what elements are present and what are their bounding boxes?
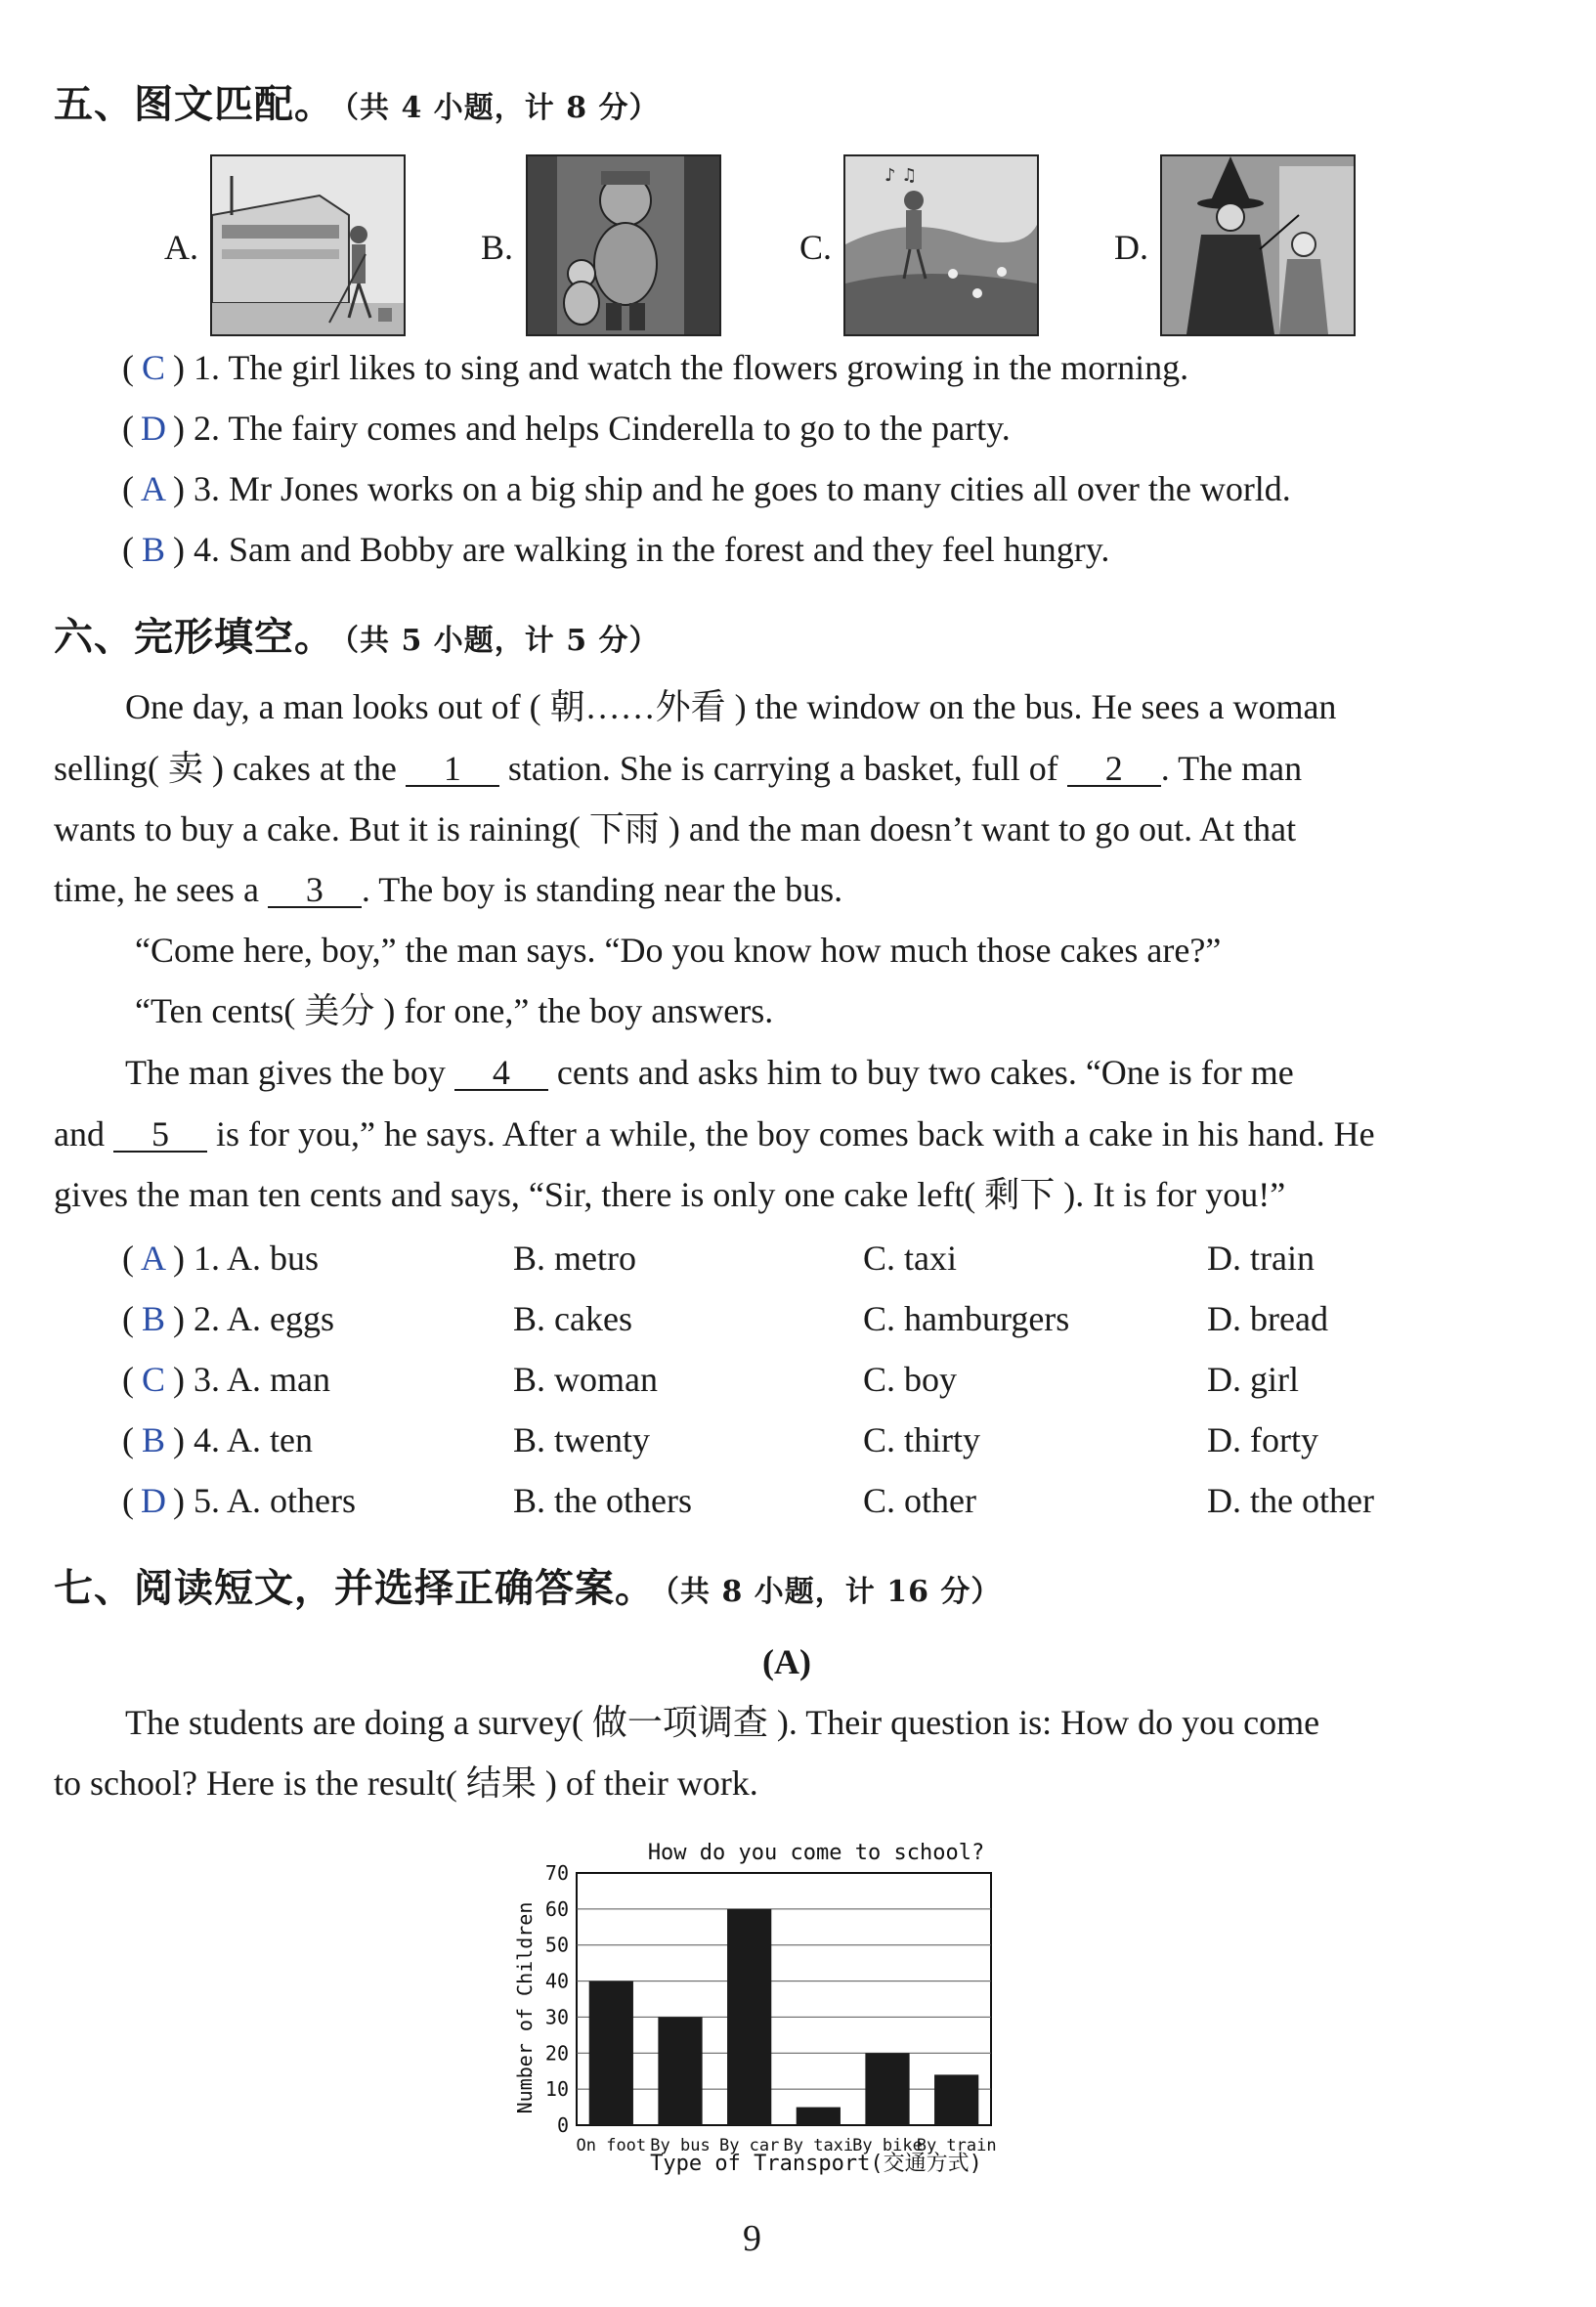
x-tick-label: On foot	[576, 2136, 647, 2155]
y-tick-label: 50	[544, 1933, 569, 1957]
passage-text: cents and asks him to buy two cakes. “One is for me	[547, 1053, 1294, 1092]
section5-item-2	[122, 409, 1011, 448]
option-d: D. the other	[1207, 1481, 1374, 1520]
option-a: 3. A. man	[194, 1360, 330, 1399]
picture-label-d: D.	[1114, 228, 1148, 267]
paren: )	[173, 409, 185, 448]
picture-label-c: C.	[799, 228, 833, 267]
y-tick-label: 30	[544, 2005, 569, 2029]
section5-item-1	[122, 348, 1188, 387]
paren: (	[122, 1360, 134, 1399]
item-text: 4. Sam and Bobby are walking in the forest and they feel hungry.	[194, 530, 1110, 569]
bar-by-bus	[658, 2017, 702, 2125]
bar-by-car	[727, 1909, 771, 2125]
option-c: C. taxi	[863, 1239, 957, 1278]
cloze-q3-stem	[122, 1359, 330, 1400]
svg-text:♪ ♫: ♪ ♫	[884, 165, 918, 186]
passage-line-1: One day, a man looks out of ( 朝……外看 ) the window on the bus. He sees a woman	[125, 687, 1337, 726]
answer-mark: C	[141, 1360, 165, 1399]
section7-points: （共 8 小题，计 16 分）	[665, 1575, 1002, 1609]
page-number: 9	[743, 2218, 761, 2259]
passage-text: selling( 卖 ) cakes at the	[54, 749, 406, 788]
paren: )	[173, 469, 185, 508]
section5-heading	[54, 73, 660, 129]
picture-b-forest	[526, 154, 721, 336]
answer-mark: B	[141, 1420, 165, 1459]
x-tick-label: By bike	[852, 2136, 923, 2155]
section5-points: （共 4 小题，计 8 分）	[344, 91, 660, 125]
answer-mark: B	[141, 530, 165, 569]
option-c: C. thirty	[863, 1420, 981, 1459]
cloze-q5-stem	[122, 1480, 356, 1521]
bar-by-taxi	[797, 2108, 841, 2125]
passage-text: station. She is carrying a basket, full of	[498, 749, 1067, 788]
blank-5: 5	[113, 1117, 207, 1153]
paren: )	[173, 1360, 185, 1399]
blank-3: 3	[268, 873, 362, 908]
passage-line-6: “Ten cents( 美分 ) for one,” the boy answers.	[135, 991, 774, 1030]
cloze-q2-stem	[122, 1298, 334, 1339]
passage-line-2	[54, 749, 1302, 788]
x-tick-label: By taxi	[783, 2136, 854, 2155]
answer-mark: D	[141, 409, 166, 448]
y-axis-label: Number of Children	[513, 1901, 537, 2114]
passage-text: is for you,” he says. After a while, the boy comes back with a cake in his hand. He	[206, 1114, 1375, 1154]
blank-4: 4	[454, 1056, 548, 1091]
passage-line-9: gives the man ten cents and says, “Sir, there is only one cake left( 剩下 ). It is for you!”	[54, 1175, 1286, 1214]
option-c: C. other	[863, 1481, 976, 1520]
picture-c-girl-singing	[843, 154, 1039, 336]
section7-intro-line-2: to school? Here is the result( 结果 ) of their work.	[54, 1763, 758, 1803]
paren: )	[173, 1239, 185, 1278]
picture-a-ship	[210, 154, 406, 336]
section5-item-4	[122, 530, 1109, 569]
y-tick-label: 70	[544, 1861, 569, 1885]
section7-heading	[54, 1557, 1001, 1613]
x-tick-label: By train	[916, 2136, 997, 2155]
option-a: 5. A. others	[194, 1481, 356, 1520]
paren: (	[122, 469, 134, 508]
option-c: C. boy	[863, 1360, 958, 1399]
paren: )	[173, 348, 185, 387]
x-axis-label: Type of Transport(交通方式)	[650, 2152, 982, 2176]
item-text: 1. The girl likes to sing and watch the flowers growing in the morning.	[194, 348, 1189, 387]
option-b: B. cakes	[513, 1299, 632, 1338]
passage-line-3: wants to buy a cake. But it is raining( 下雨 ) and the man doesn’t want to go out. At that	[54, 809, 1297, 849]
option-a: 1. A. bus	[194, 1239, 320, 1278]
option-d: D. girl	[1207, 1360, 1299, 1399]
passage-line-5: “Come here, boy,” the man says. “Do you know how much those cakes are?”	[135, 931, 1222, 970]
cloze-q1-stem	[122, 1238, 319, 1279]
item-text: 2. The fairy comes and helps Cinderella to go to the party.	[194, 409, 1011, 448]
passage-text: and	[54, 1114, 113, 1154]
x-tick-label: By bus	[650, 2136, 711, 2155]
picture-d-fairy-cinderella	[1160, 154, 1356, 336]
passage-text: time, he sees a	[54, 870, 268, 909]
passage-line-8	[54, 1114, 1375, 1154]
transport-bar-chart	[498, 1826, 1007, 2178]
paren: (	[122, 1299, 134, 1338]
section6-heading	[54, 606, 660, 662]
passage-text: . The man	[1160, 749, 1303, 788]
paren: )	[173, 530, 185, 569]
answer-mark: D	[141, 1481, 166, 1520]
bar-by-bike	[865, 2053, 909, 2125]
blank-2: 2	[1067, 752, 1161, 787]
passage-line-7	[125, 1053, 1294, 1092]
bar-on-foot	[589, 1981, 633, 2125]
paren: (	[122, 1481, 134, 1520]
chart-title: How do you come to school?	[647, 1841, 985, 1865]
answer-mark: C	[141, 348, 165, 387]
passage-line-4	[54, 870, 842, 909]
option-a: 2. A. eggs	[194, 1299, 334, 1338]
answer-mark: A	[141, 1239, 166, 1278]
cloze-q4-stem	[122, 1419, 313, 1460]
y-tick-label: 0	[556, 2113, 569, 2137]
section7-title: 七、阅读短文，并选择正确答案。	[54, 1566, 655, 1611]
paren: )	[173, 1481, 185, 1520]
section6-title: 六、完形填空。	[54, 615, 334, 660]
option-b: B. the others	[513, 1481, 692, 1520]
section7-intro-line-1: The students are doing a survey( 做一项调查 ). Their question is: How do you come	[125, 1703, 1320, 1742]
passage-text: . The boy is standing near the bus.	[361, 870, 843, 909]
option-d: D. bread	[1207, 1299, 1328, 1338]
blank-1: 1	[406, 752, 499, 787]
option-d: D. train	[1207, 1239, 1315, 1278]
passage-text: The man gives the boy	[125, 1053, 454, 1092]
y-tick-label: 60	[544, 1896, 569, 1921]
paren: )	[173, 1299, 185, 1338]
y-tick-label: 20	[544, 2041, 569, 2066]
y-axis-ticks	[545, 1861, 569, 2137]
y-tick-label: 40	[544, 1969, 569, 1993]
plot-frame	[577, 1873, 991, 2125]
section5-item-3	[122, 469, 1291, 508]
option-b: B. woman	[513, 1360, 658, 1399]
paren: (	[122, 1239, 134, 1278]
y-tick-label: 10	[544, 2077, 569, 2102]
answer-mark: A	[141, 469, 166, 508]
part-label: (A)	[762, 1642, 811, 1681]
plot-area	[577, 1873, 991, 2125]
option-b: B. metro	[513, 1239, 636, 1278]
paren: (	[122, 530, 134, 569]
paren: (	[122, 348, 134, 387]
section5-title: 五、图文匹配。	[54, 82, 334, 127]
section6-points: （共 5 小题，计 5 分）	[344, 624, 660, 658]
bar-by-train	[934, 2074, 978, 2125]
option-a: 4. A. ten	[194, 1420, 313, 1459]
picture-label-a: A.	[164, 228, 198, 267]
paren: )	[173, 1420, 185, 1459]
item-text: 3. Mr Jones works on a big ship and he goes to many cities all over the world.	[194, 469, 1291, 508]
picture-label-b: B.	[481, 228, 514, 267]
paren: (	[122, 1420, 134, 1459]
option-d: D. forty	[1207, 1420, 1318, 1459]
option-b: B. twenty	[513, 1420, 650, 1459]
answer-mark: B	[141, 1299, 165, 1338]
paren: (	[122, 409, 134, 448]
x-tick-label: By car	[718, 2136, 780, 2155]
option-c: C. hamburgers	[863, 1299, 1070, 1338]
